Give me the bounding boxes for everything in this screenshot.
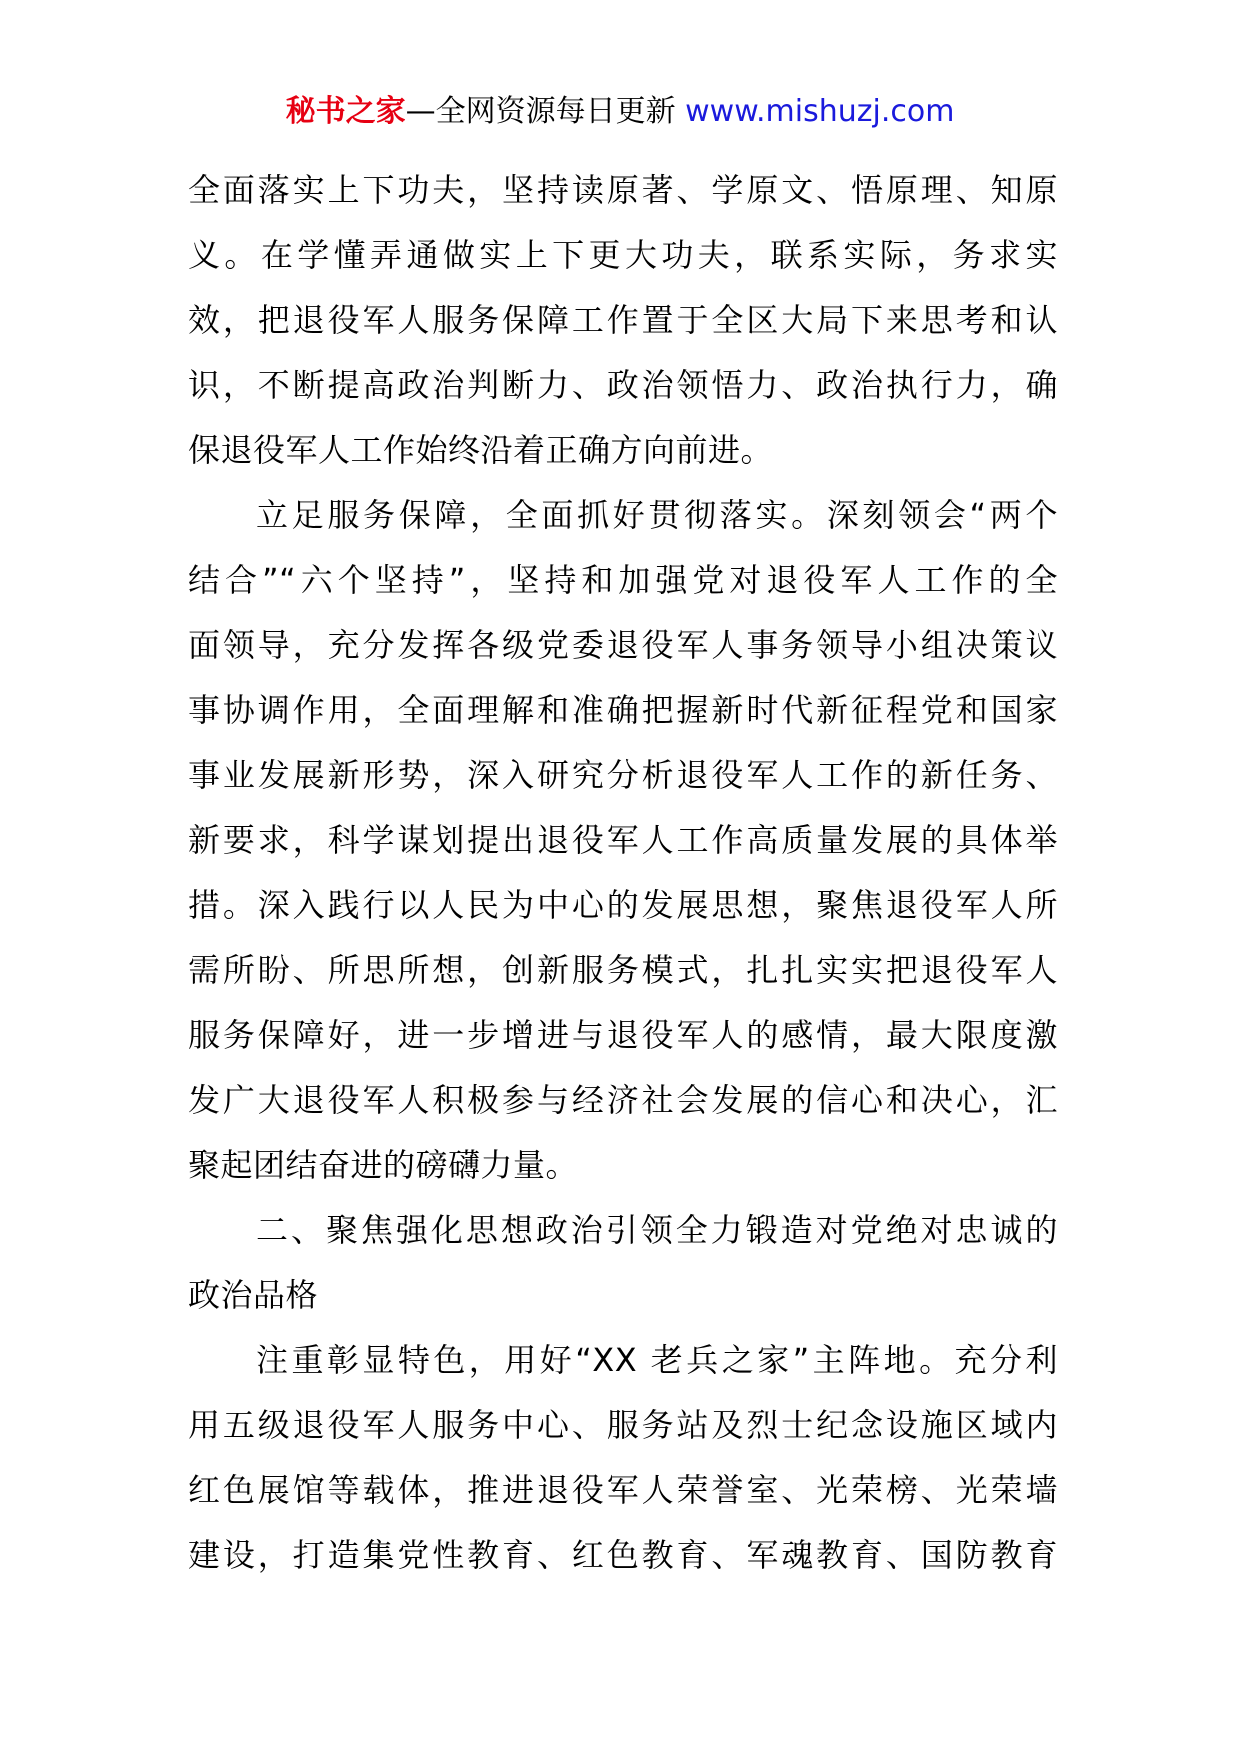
section-heading-continued: 政治品格 (188, 1276, 319, 1314)
text-line: 措。深入践行以人民为中心的发展思想，聚焦退役军人所 (188, 886, 1058, 924)
text-line: 事业发展新形势，深入研究分析退役军人工作的新任务、 (188, 756, 1058, 794)
text-line: 聚起团结奋进的磅礴力量。 (188, 1146, 579, 1184)
text-line: 保退役军人工作始终沿着正确方向前进。 (188, 431, 774, 469)
text-line: 义。在学懂弄通做实上下更大功夫，联系实际，务求实 (188, 236, 1058, 274)
site-header (0, 92, 1240, 132)
document-body (188, 158, 1058, 1588)
text-line: 用五级退役军人服务中心、服务站及烈士纪念设施区域内 (188, 1406, 1058, 1444)
paragraph-first-line: 注重彰显特色，用好“XX 老兵之家”主阵地。充分利 (256, 1341, 1058, 1379)
paragraph-first-line: 立足服务保障，全面抓好贯彻落实。深刻领会“两个 (256, 496, 1058, 534)
text-line: 面领导，充分发挥各级党委退役军人事务领导小组决策议 (188, 626, 1058, 664)
brand-name: 秘书之家 (285, 94, 406, 129)
text-line: 需所盼、所思所想，创新服务模式，扎扎实实把退役军人 (188, 951, 1058, 989)
site-url-link[interactable]: www.mishuzj.com (685, 94, 955, 129)
text-line: 事协调作用，全面理解和准确把握新时代新征程党和国家 (188, 691, 1058, 729)
text-line: 红色展馆等载体，推进退役军人荣誉室、光荣榜、光荣墙 (188, 1471, 1058, 1509)
text-line: 效，把退役军人服务保障工作置于全区大局下来思考和认 (188, 301, 1058, 339)
section-heading: 二、聚焦强化思想政治引领全力锻造对党绝对忠诚的 (256, 1211, 1058, 1249)
text-line: 结合”“六个坚持”，坚持和加强党对退役军人工作的全 (188, 561, 1058, 599)
text-line: 建设，打造集党性教育、红色教育、军魂教育、国防教育 (188, 1536, 1058, 1574)
text-line: 全面落实上下功夫，坚持读原著、学原文、悟原理、知原 (188, 171, 1058, 209)
text-line: 识，不断提高政治判断力、政治领悟力、政治执行力，确 (188, 366, 1058, 404)
text-line: 发广大退役军人积极参与经济社会发展的信心和决心，汇 (188, 1081, 1058, 1119)
text-line: 服务保障好，进一步增进与退役军人的感情，最大限度激 (188, 1016, 1058, 1054)
text-line: 新要求，科学谋划提出退役军人工作高质量发展的具体举 (188, 821, 1058, 859)
header-tagline: —全网资源每日更新 (405, 94, 686, 129)
